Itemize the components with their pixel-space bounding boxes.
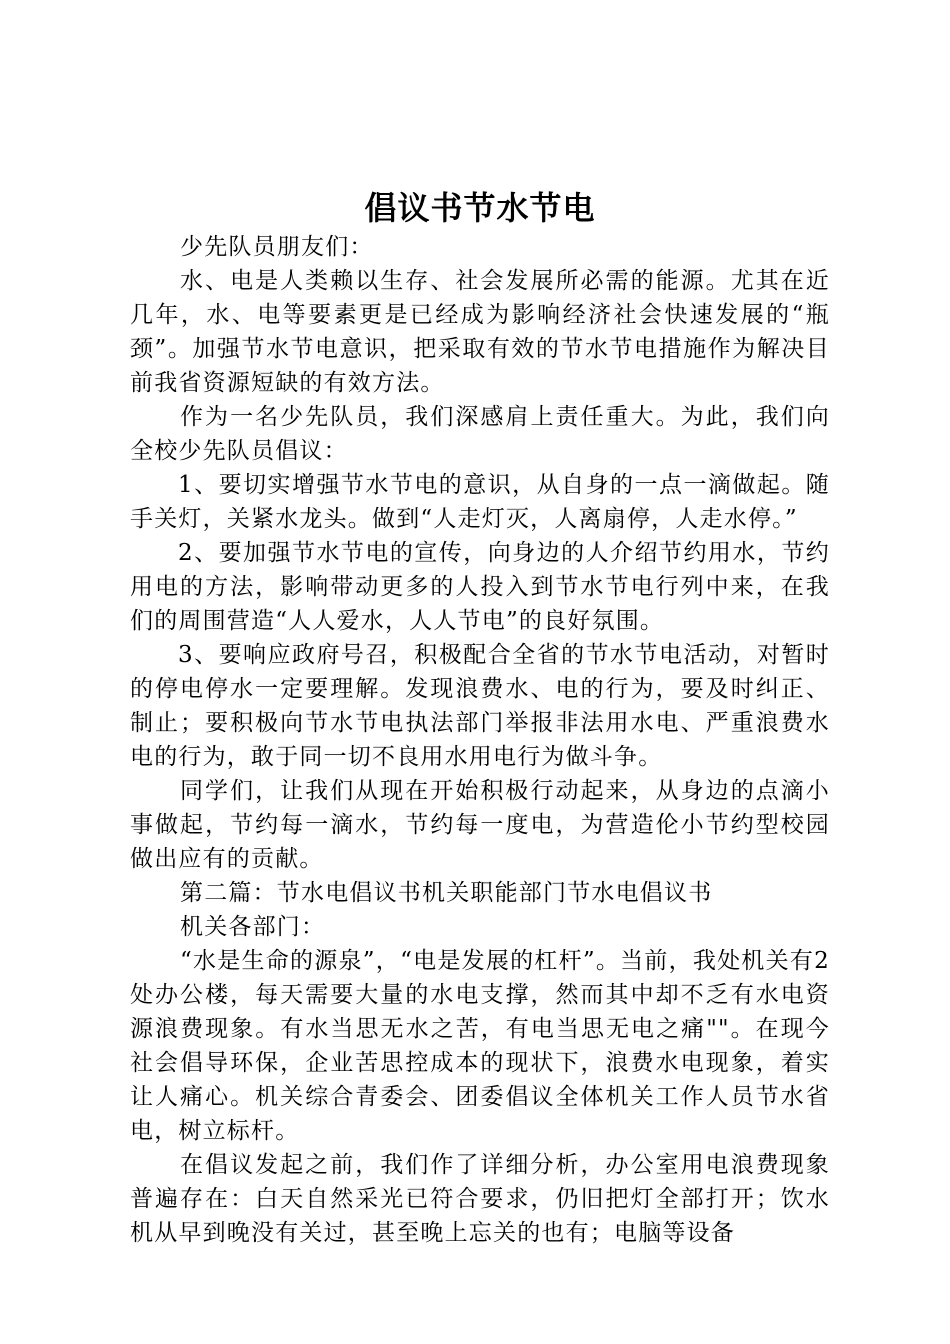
- proposal-item-2: 2、要加强节水节电的宣传，向身边的人介绍节约用水，节约用电的方法，影响带动更多的人投入到节水节电行列中来，在我们的周围营造“人人爱水，人人节电”的良好氛围。: [130, 540, 830, 634]
- salutation: 少先队员朋友们：: [180, 234, 374, 260]
- section-heading-second: 第二篇：节水电倡议书机关职能部门节水电倡议书: [180, 880, 713, 906]
- proposal-item-1: 1、要切实增强节水节电的意识，从自身的一点一滴做起。随手关灯，关紧水龙头。做到“人走灯灭，人离扇停，人走水停。”: [130, 472, 830, 532]
- paragraph-water-electricity: “水是生命的源泉”，“电是发展的杠杆”。当前，我处机关有2处办公楼，每天需要大量的水电支撑，然而其中却不乏有水电资源浪费现象。有水当思无水之苦，有电当思无电之痛""。在现今社会倡导环保，企业苦思控成本的现状下，浪费水电现象，着实让人痛心。机关综合青委会、团委倡议全体机关工作人员节水省电，树立标杆。: [130, 948, 830, 1144]
- document-page: [130, 186, 830, 1250]
- document-title: 倡议书节水节电: [364, 189, 596, 227]
- paragraph-analysis: 在倡议发起之前，我们作了详细分析，办公室用电浪费现象普遍存在：白天自然采光已符合要求，仍旧把灯全部打开；饮水机从早到晚没有关过，甚至晚上忘关的也有；电脑等设备: [130, 1152, 830, 1246]
- proposal-item-3: 3、要响应政府号召，积极配合全省的节水节电活动，对暂时的停电停水一定要理解。发现浪费水、电的行为，要及时纠正、制止；要积极向节水节电执法部门举报非法用水电、严重浪费水电的行为，敢于同一切不良用水用电行为做斗争。: [130, 642, 830, 770]
- paragraph-intro: 水、电是人类赖以生存、社会发展所必需的能源。尤其在近几年，水、电等要素更是已经成为影响经济社会快速发展的“瓶颈”。加强节水节电意识，把采取有效的节水节电措施作为解决目前我省资源短缺的有效方法。: [130, 268, 830, 396]
- paragraph-closing: 同学们，让我们从现在开始积极行动起来，从身边的点滴小事做起，节约每一滴水，节约每一度电，为营造伦小节约型校园做出应有的贡献。: [130, 778, 830, 872]
- paragraph-responsibility: 作为一名少先队员，我们深感肩上责任重大。为此，我们向全校少先队员倡议：: [130, 404, 830, 464]
- salutation-second: 机关各部门：: [180, 914, 326, 940]
